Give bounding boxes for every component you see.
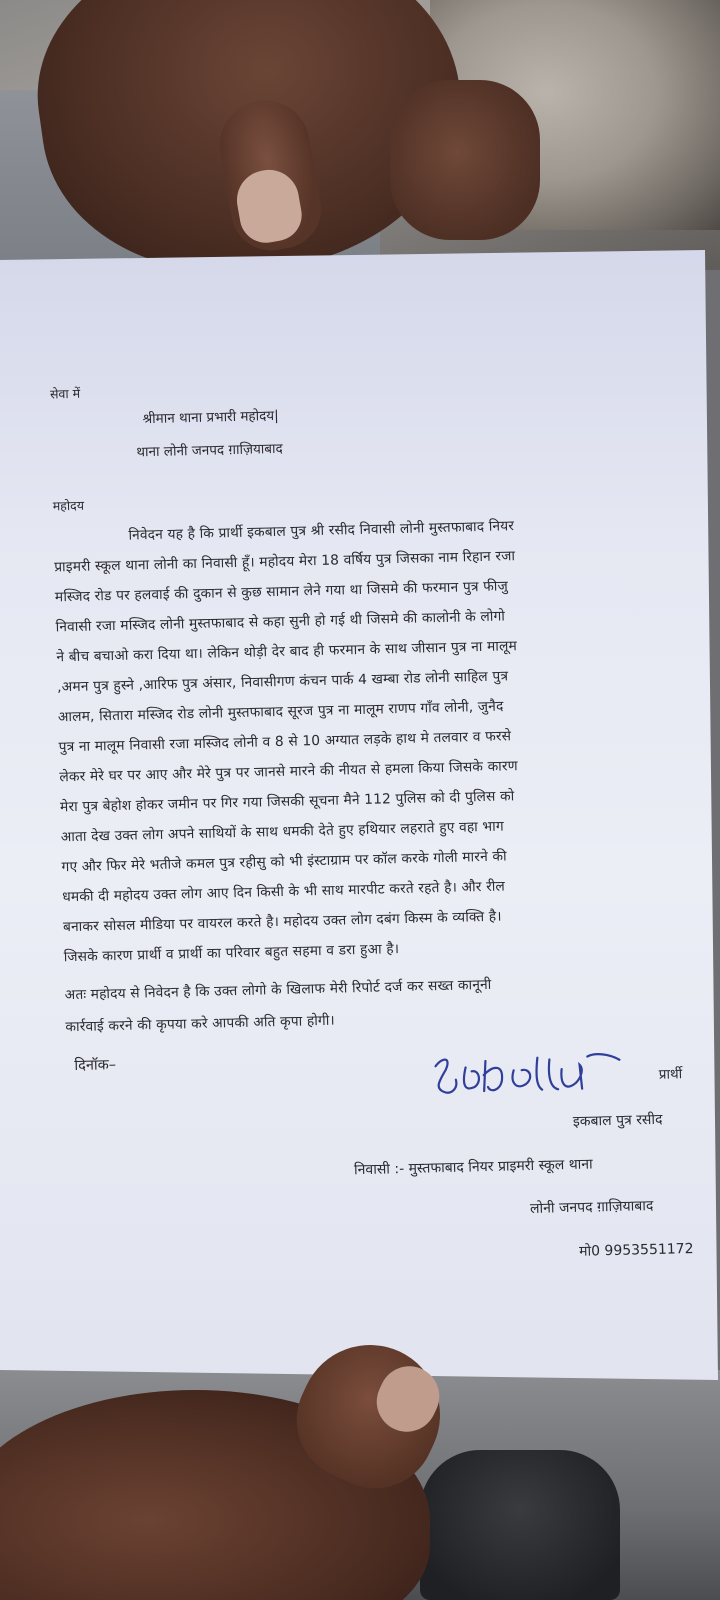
- request-line: कार्रवाई करने की कृपया करे आपकी अति कृपा होगी।: [65, 1012, 336, 1036]
- body-line: जिसके कारण प्रार्थी व प्रार्थी का परिवार बहुत सहमा व डरा हुआ है।: [63, 941, 400, 966]
- applicant-label: प्रार्थी: [658, 1066, 683, 1083]
- salutation-to: सेवा में: [49, 385, 81, 402]
- address-line-2: लोनी जनपद ग़ाज़ियाबाद: [529, 1197, 654, 1217]
- date-label: दिनॉक–: [74, 1057, 117, 1075]
- body-line: प्राइमरी स्कूल थाना लोनी का निवासी हूँ। महोदय मेरा 18 वर्षिय पुत्र जिसका नाम रिहान रजा: [54, 548, 516, 576]
- body-line: निवासी रजा मस्जिद लोनी मुस्तफाबाद से कहा सुनी हो गई थी जिसमे की कालोनी के लोगो: [55, 608, 506, 636]
- signature: [429, 1043, 631, 1112]
- greeting: महोदय: [52, 497, 85, 514]
- body-line: मेरा पुत्र बेहोश होकर जमीन पर गिर गया जिसकी सूचना मैने 112 पुलिस को दी पुलिस को: [59, 788, 515, 816]
- body-line: लेकर मेरे घर पर आए और मेरे पुत्र पर जानसे मारने की नीयत से हमला किया जिसके कारण: [59, 758, 519, 786]
- body-line: मस्जिद रोड पर हलवाई की दुकान से कुछ सामान लेने गया था जिसमे की फरमान पुत्र फीजु: [54, 578, 509, 606]
- body-line: निवेदन यह है कि प्रार्थी इकबाल पुत्र श्री रसीद निवासी लोनी मुस्तफाबाद नियर: [128, 518, 515, 544]
- body-line: गए और फिर मेरे भतीजे कमल पुत्र रहीसु को भी इंस्टाग्राम पर कॉल करके गोली मारने की: [61, 848, 507, 876]
- body-line: बनाकर सोसल मीडिया पर वायरल करते है। महोदय उक्त लोग दबंग किस्म के व्यक्ति है।: [62, 908, 502, 936]
- recipient-line-2: थाना लोनी जनपद ग़ाज़ियाबाद: [136, 440, 283, 461]
- recipient-line-1: श्रीमान थाना प्रभारी महोदय|: [142, 407, 279, 428]
- applicant-name: इकबाल पुत्र रसीद: [572, 1111, 663, 1130]
- request-line: अतः महोदय से निवेदन है कि उक्त लोगो के खिलाफ मेरी रिपोर्ट दर्ज कर सख्त कानूनी: [64, 976, 492, 1004]
- body-line: आलम, सितारा मस्जिद रोड लोनी मुस्तफाबाद सूरज पुत्र ना मालूम राणप गाँव लोनी, जुनैद: [57, 698, 504, 726]
- address-line-1: निवासी :- मुस्तफाबाद नियर प्राइमरी स्कूल थाना: [353, 1156, 593, 1179]
- body-line: पुत्र ना मालूम निवासी रजा मस्जिद लोनी व 8 से 10 अग्यात लड़के हाथ मे तलवार व फरसे: [58, 728, 512, 756]
- mobile-number: मो0 9953551172: [578, 1240, 694, 1260]
- body-line: आता देख उक्त लोग अपने साथियों के साथ धमकी देते हुए हथियार लहराते हुए वहा भाग: [60, 818, 504, 846]
- body-line: धमकी दी महोदय उक्त लोग आए दिन किसी के भी साथ मारपीट करते रहते है। और रील: [62, 878, 506, 906]
- body-line: ,अमन पुत्र हुस्ने ,आरिफ पुत्र अंसार, निवासीगण कंचन पार्क 4 खम्बा रोड लोनी साहिल पुत्र: [56, 668, 509, 696]
- body-line: ने बीच बचाओ करा दिया था। लेकिन थोड़ी देर बाद ही फरमान के साथ जीसान पुत्र ना मालूम: [56, 638, 518, 666]
